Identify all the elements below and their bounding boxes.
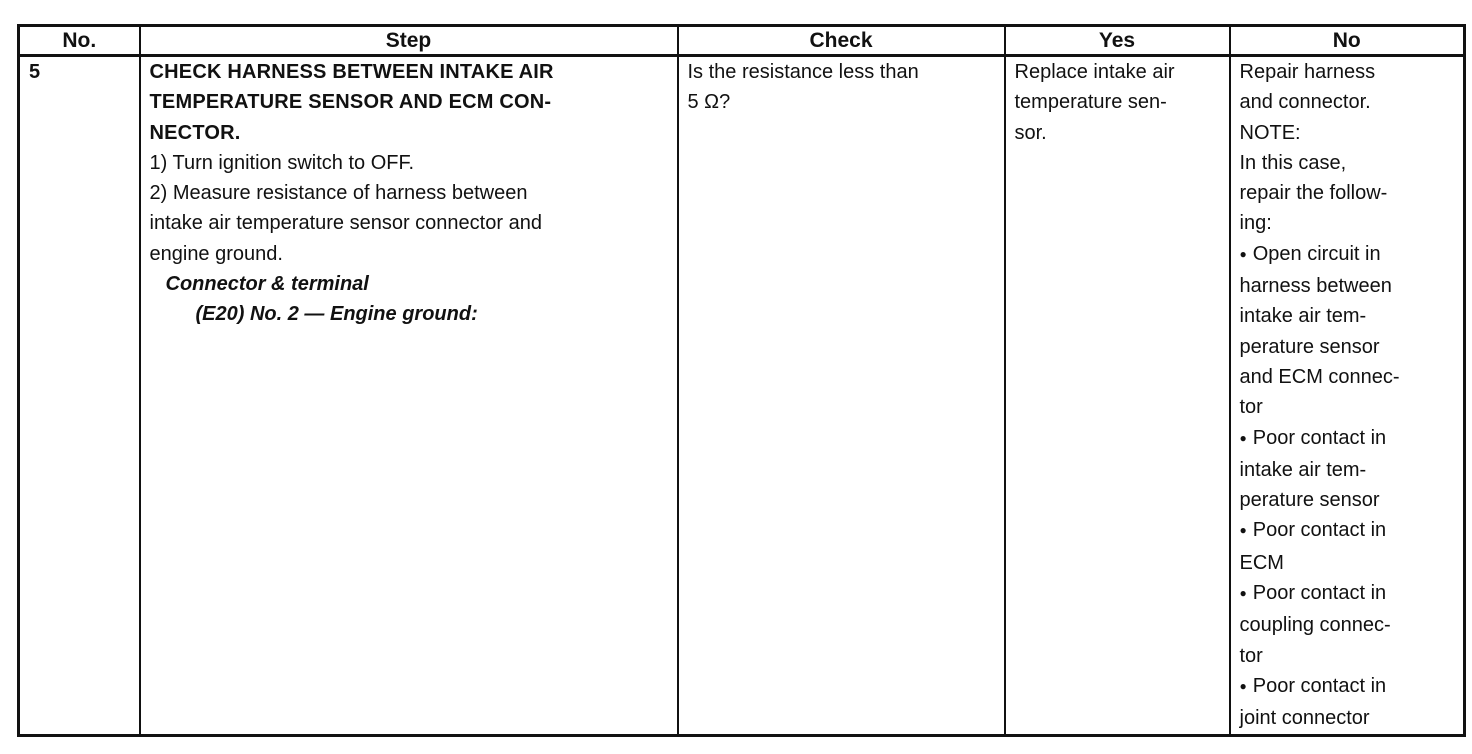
step-title-line: TEMPERATURE SENSOR AND ECM CON-: [149, 91, 552, 114]
header-check: Check: [678, 26, 1005, 56]
step-title-line: CHECK HARNESS BETWEEN INTAKE AIR: [149, 61, 554, 83]
check-cell: [678, 56, 1005, 736]
connector-detail: (E20) No. 2 — Engine ground:: [195, 303, 478, 326]
bullet-continuation: tor: [1239, 644, 1263, 667]
no-line: ing:: [1239, 212, 1272, 235]
yes-line: sor.: [1014, 121, 1047, 144]
bullet-continuation: perature sensor: [1239, 335, 1380, 358]
bullet-continuation: and ECM connec-: [1239, 365, 1400, 388]
check-line: 5 Ω?: [687, 91, 731, 114]
yes-cell: [1005, 56, 1230, 736]
header-no: No.: [19, 26, 140, 56]
bullet-item: ● Poor contact in: [1240, 578, 1460, 610]
step-cell: [140, 56, 678, 736]
bullet-item: ● Poor contact in: [1240, 515, 1460, 547]
bullet-item: ● Poor contact in: [1240, 423, 1460, 455]
bullet-continuation: joint connector: [1239, 707, 1370, 730]
no-result-cell: [1230, 56, 1465, 736]
step-instruction: intake air temperature sensor connector and: [149, 212, 542, 235]
yes-line: Replace intake air: [1014, 61, 1175, 83]
check-line: Is the resistance less than: [687, 61, 919, 83]
step-title-line: NECTOR.: [149, 121, 241, 144]
header-no-result: No: [1230, 26, 1465, 56]
no-line: In this case,: [1239, 151, 1347, 174]
bullet-continuation: coupling connec-: [1239, 614, 1391, 637]
step-instruction: engine ground.: [149, 242, 283, 265]
diagnostic-table-container: [17, 24, 1463, 734]
bullet-item: ● Poor contact in: [1240, 671, 1460, 703]
no-line: repair the follow-: [1239, 182, 1388, 205]
header-step: Step: [140, 26, 678, 56]
bullet-continuation: ECM: [1239, 551, 1284, 574]
step-instruction: 2) Measure resistance of harness between: [149, 182, 528, 205]
yes-line: temperature sen-: [1014, 91, 1167, 114]
table-row: [19, 56, 1465, 736]
step-instruction: 1) Turn ignition switch to OFF.: [149, 151, 415, 174]
bullet-continuation: intake air tem-: [1239, 305, 1367, 328]
no-line: and connector.: [1239, 91, 1371, 114]
bullet-continuation: perature sensor: [1239, 489, 1380, 512]
bullet-continuation: tor: [1239, 396, 1263, 419]
no-line: NOTE:: [1239, 121, 1301, 144]
no-line: Repair harness: [1239, 61, 1376, 83]
connector-label: Connector & terminal: [165, 273, 369, 296]
bullet-continuation: harness between: [1239, 275, 1392, 298]
bullet-item: ● Open circuit in: [1240, 239, 1460, 271]
row-number: 5: [19, 56, 140, 736]
header-row: [19, 26, 1465, 56]
bullet-continuation: intake air tem-: [1239, 458, 1367, 481]
header-yes: Yes: [1005, 26, 1230, 56]
diagnostic-table: [17, 24, 1466, 737]
